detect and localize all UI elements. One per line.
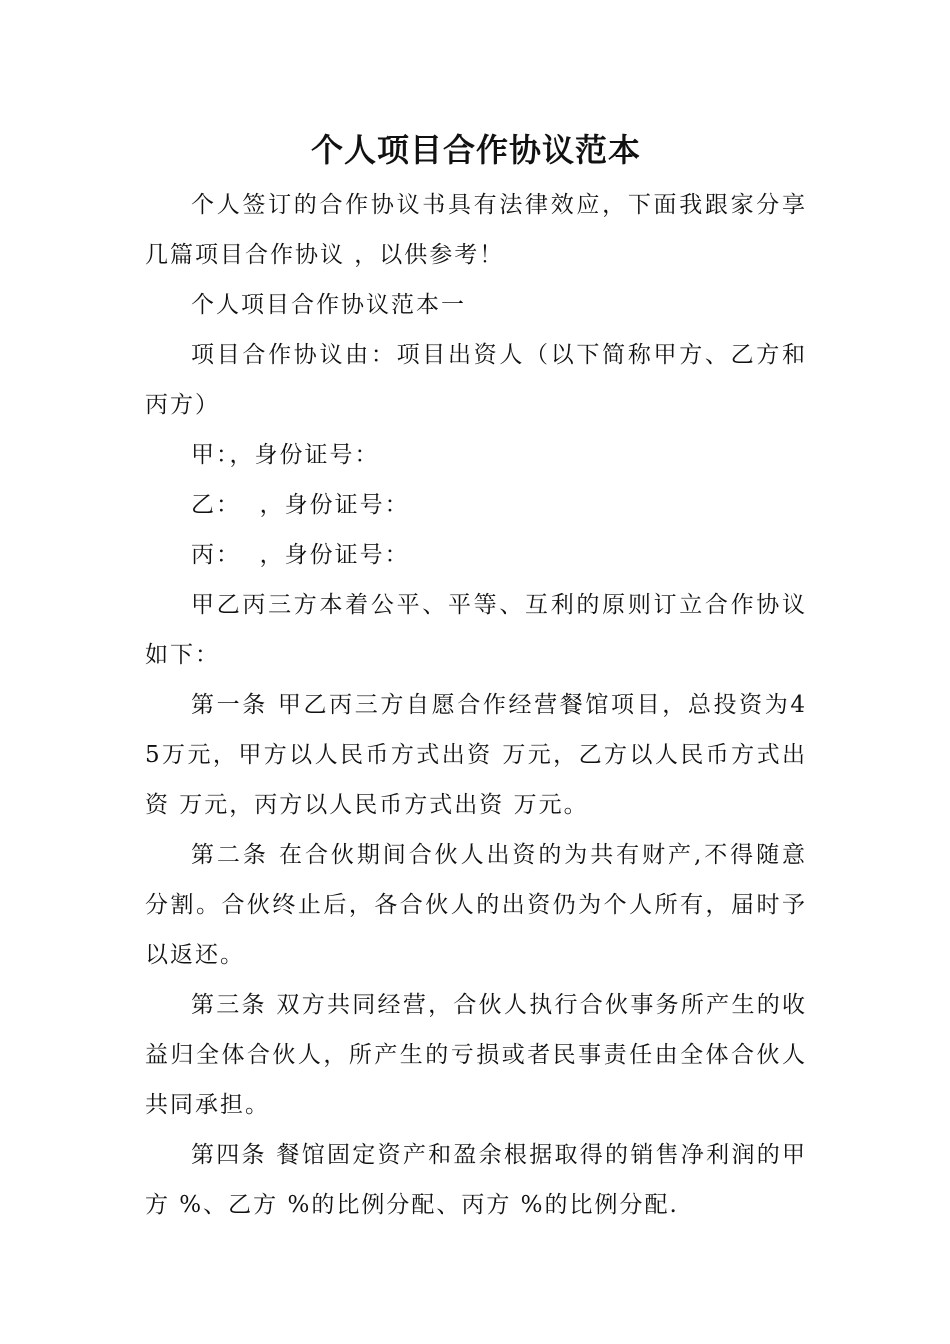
- document-title: 个人项目合作协议范本: [310, 131, 641, 169]
- party-a-line: 甲：，身份证号：: [191, 442, 380, 468]
- article-1-paragraph: 第一条 甲乙丙三方自愿合作经营餐馆项目，总投资为45万元，甲方以人民币方式出资 万元，乙方以人民币方式出资 万元，丙方以人民币方式出资 万元。: [145, 692, 807, 818]
- intro-paragraph: 个人签订的合作协议书具有法律效应，下面我跟家分享几篇项目合作协议 ，以供参考！: [145, 192, 807, 268]
- parties-paragraph: 项目合作协议由：项目出资人（以下简称甲方、乙方和丙方）: [145, 342, 807, 418]
- section-heading: 个人项目合作协议范本一: [191, 292, 466, 318]
- document-body: [145, 122, 807, 1230]
- party-b-line: 乙： ，身份证号：: [191, 492, 410, 518]
- article-2-paragraph: 第二条 在合伙期间合伙人出资的为共有财产,不得随意分割。合伙终止后，各合伙人的出资仍为个人所有，届时予以返还。: [145, 842, 807, 968]
- party-c-line: 丙： ，身份证号：: [191, 542, 410, 568]
- principle-paragraph: 甲乙丙三方本着公平、平等、互利的原则订立合作协议如下：: [145, 592, 807, 668]
- article-4-paragraph: 第四条 餐馆固定资产和盈余根据取得的销售净利润的甲方 %、乙方 %的比例分配、丙方 %的比例分配.: [145, 1142, 807, 1218]
- article-3-paragraph: 第三条 双方共同经营，合伙人执行合伙事务所产生的收益归全体合伙人，所产生的亏损或者民事责任由全体合伙人共同承担。: [145, 992, 807, 1118]
